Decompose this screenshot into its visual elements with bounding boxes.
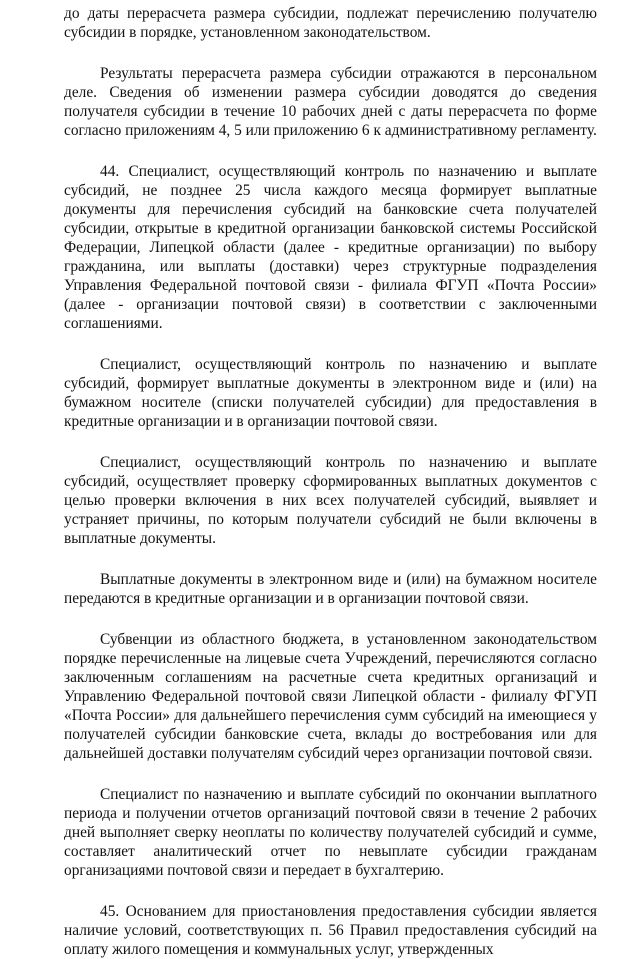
paragraph-payment-documents-forming: Специалист, осуществляющий контроль по назначению и выплате субсидий, формирует выплатные документы в электронном виде и (или) на бумажном носителе (списки получателей субсидии) для предоставления в кредитные организации и в организации почтовой связи. (64, 356, 597, 430)
paragraph-payment-documents-check: Специалист, осуществляющий контроль по назначению и выплате субсидий, осуществляет проверку сформированных выплатных документов с целью проверки включения в них всех получателей субсидий, выявляет и устраняет причины, по которым получатели субсидий не были включены в выплатные документы. (64, 454, 597, 547)
paragraph-continuation: до даты перерасчета размера субсидии, подлежат перечислению получателю субсидии в порядке, установленном законодательством. (64, 5, 597, 41)
paragraph-item-44: 44. Специалист, осуществляющий контроль по назначению и выплате субсидий, не позднее 25 числа каждого месяца формирует выплатные документы для перечисления субсидий на банковские счета получателей субсидии, открытые в кредитной организации банковской системы Российской Федерации, Липецкой области (далее - кредитные организации) по выбору гражданина, или выплаты (доставки) через структурные подразделения Управления Федеральной почтовой связи - филиала ФГУП «Почта России» (далее - организации почтовой связи) в соответствии с заключенными соглашениями. (64, 163, 597, 332)
paragraph-recalculation-results: Результаты перерасчета размера субсидии отражаются в персональном деле. Сведения об изменении размера субсидии доводятся до сведения получателя субсидии в течение 10 рабочих дней с даты перерасчета по форме согласно приложениям 4, 5 или приложению 6 к административному регламенту. (64, 65, 597, 139)
paragraph-item-45: 45. Основанием для приостановления предоставления субсидии является наличие условий, соответствующих п. 56 Правил предоставления субсидий на оплату жилого помещения и коммунальных услуг, утвержденных (64, 903, 597, 958)
paragraph-subventions: Субвенции из областного бюджета, в установленном законодательством порядке перечисленные на лицевые счета Учреждений, перечисляются согласно заключенным соглашениям на расчетные счета кредитных организаций и Управлению Федеральной почтовой связи Липецкой области - филиалу ФГУП «Почта России» для дальнейшего перечисления сумм субсидий на имеющиеся у получателей субсидии банковские счета, вклады до востребования или для дальнейшей доставки получателям субсидий через организации почтовой связи. (64, 631, 597, 762)
paragraph-payment-documents-transfer: Выплатные документы в электронном виде и (или) на бумажном носителе передаются в кредитные организации и в организации почтовой связи. (64, 571, 597, 607)
paragraph-reconciliation: Специалист по назначению и выплате субсидий по окончании выплатного периода и получении отчетов организаций почтовой связи в течение 2 рабочих дней выполняет сверку неоплаты по количеству получателей субсидий и сумме, составляет аналитический отчет по невыплате субсидии гражданам организациями почтовой связи и передает в бухгалтерию. (64, 786, 597, 879)
